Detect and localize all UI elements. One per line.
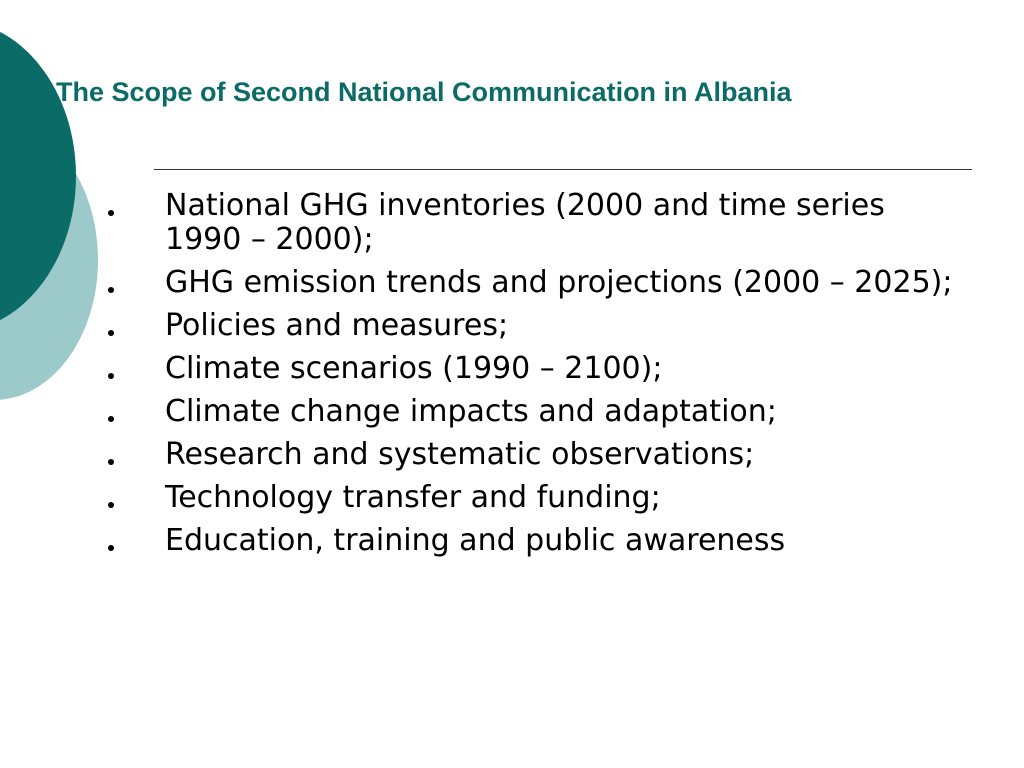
bullet-dot-icon (108, 287, 114, 293)
bullet-dot-icon (108, 502, 114, 508)
bullet-item (100, 395, 960, 429)
bullet-dot-icon (108, 210, 114, 216)
bullet-text: Technology transfer and funding; (165, 480, 661, 515)
bullet-text: Research and systematic observations; (165, 437, 755, 472)
bullet-list (100, 189, 960, 567)
bullet-dot-icon (108, 545, 114, 551)
slide-title: The Scope of Second National Communication in Albania (56, 77, 792, 107)
bullet-item (100, 352, 960, 386)
bullet-text: Climate change impacts and adaptation; (165, 394, 777, 429)
bullet-item (100, 189, 960, 257)
bullet-item (100, 309, 960, 343)
bullet-text: Policies and measures; (165, 308, 509, 343)
bullet-text: National GHG inventories (2000 and time series 1990 – 2000); (165, 188, 885, 257)
bullet-item (100, 438, 960, 472)
bullet-item (100, 524, 960, 558)
bullet-item (100, 481, 960, 515)
bullet-dot-icon (108, 459, 114, 465)
bullet-text: Climate scenarios (1990 – 2100); (165, 351, 663, 386)
bullet-item (100, 266, 960, 300)
bullet-text: GHG emission trends and projections (2000 – 2025); (165, 265, 953, 300)
bullet-dot-icon (108, 373, 114, 379)
title-divider (154, 169, 972, 170)
bullet-dot-icon (108, 416, 114, 422)
bullet-dot-icon (108, 330, 114, 336)
bullet-text: Education, training and public awareness (165, 523, 786, 558)
